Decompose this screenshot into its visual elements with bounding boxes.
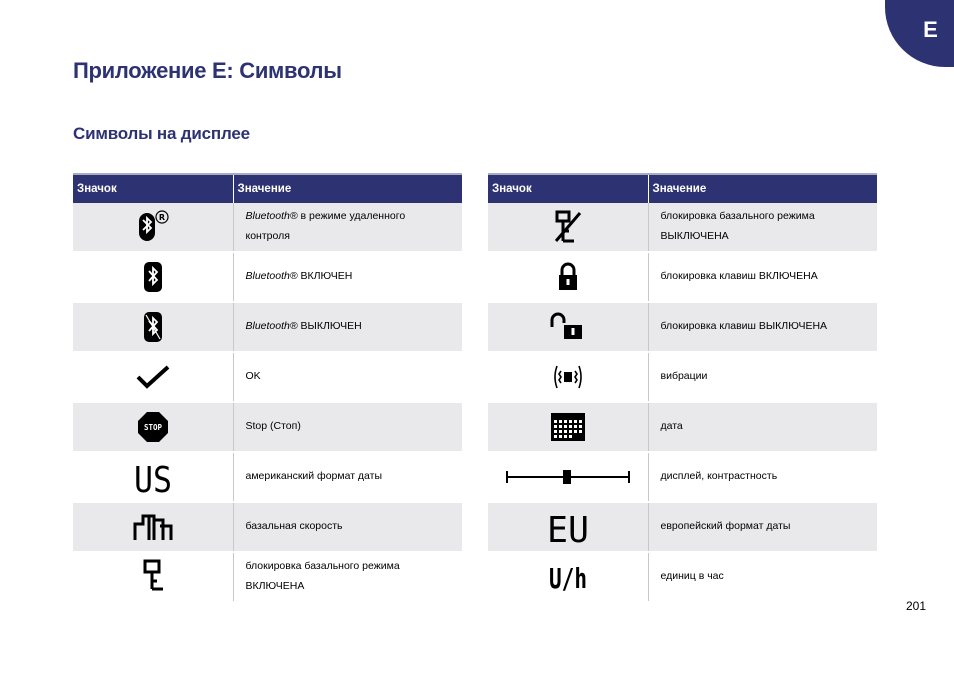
units-per-hour-icon bbox=[548, 562, 588, 595]
appendix-tab-letter: E bbox=[923, 16, 938, 42]
row-text: блокировка базального режима ВЫКЛЮЧЕНА bbox=[660, 210, 815, 242]
row-text: дата bbox=[660, 420, 683, 433]
row-text-em: Bluetooth® bbox=[245, 210, 298, 223]
us-icon-label: US bbox=[133, 460, 172, 501]
row-text: дисплей, контрастность bbox=[660, 470, 778, 483]
bluetooth-on-icon bbox=[141, 259, 165, 295]
table-row bbox=[488, 502, 877, 552]
row-text: блокировка клавиш ВКЛЮЧЕНА bbox=[660, 270, 818, 283]
svg-text:R: R bbox=[158, 213, 165, 222]
checkmark-icon bbox=[136, 365, 170, 389]
table-row bbox=[73, 302, 462, 352]
basal-lock-off-icon bbox=[552, 209, 584, 245]
eu-date-icon bbox=[546, 509, 590, 551]
stop-icon bbox=[137, 411, 169, 443]
page-title: Приложение E: Символы bbox=[73, 58, 342, 83]
row-text: базальная скорость bbox=[245, 520, 343, 533]
keylock-on-icon bbox=[557, 262, 579, 292]
row-text: европейский формат даты bbox=[660, 520, 791, 533]
us-date-icon bbox=[133, 459, 173, 501]
table-header bbox=[488, 174, 877, 203]
table-row bbox=[488, 552, 877, 602]
table-row bbox=[488, 402, 877, 452]
table-row bbox=[488, 203, 877, 252]
row-text: блокировка клавиш ВЫКЛЮЧЕНА bbox=[660, 320, 828, 333]
column-header-meaning: Значение bbox=[233, 174, 462, 203]
row-text-em: Bluetooth® bbox=[245, 270, 298, 283]
table-row bbox=[73, 552, 462, 602]
table-row bbox=[73, 352, 462, 402]
table-row bbox=[73, 502, 462, 552]
table-row bbox=[73, 402, 462, 452]
column-header-icon: Значок bbox=[73, 174, 233, 203]
table-row bbox=[488, 252, 877, 302]
column-header-icon: Значок bbox=[488, 174, 648, 203]
row-text: ВКЛЮЧЕН bbox=[297, 270, 353, 283]
row-text: ВЫКЛЮЧЕН bbox=[297, 320, 362, 333]
row-text: вибрации bbox=[660, 370, 708, 383]
symbols-table-right bbox=[488, 173, 877, 603]
page-number: 201 bbox=[906, 599, 927, 613]
table-row bbox=[488, 452, 877, 502]
contrast-slider-icon bbox=[505, 468, 631, 486]
vibration-icon bbox=[553, 362, 583, 392]
table-row bbox=[73, 252, 462, 302]
table-header bbox=[73, 174, 462, 203]
table-row bbox=[488, 302, 877, 352]
basal-lock-on-icon bbox=[141, 559, 165, 595]
keylock-off-icon bbox=[548, 313, 588, 341]
basal-rate-icon bbox=[133, 512, 173, 542]
calendar-icon bbox=[550, 412, 586, 442]
section-subtitle: Символы на дисплее bbox=[73, 124, 250, 143]
uh-icon-label: U/h bbox=[548, 562, 587, 595]
row-text: единиц в час bbox=[660, 570, 724, 583]
row-text: в режиме удаленного контроля bbox=[245, 210, 406, 242]
row-text: Stop (Стоп) bbox=[245, 420, 301, 433]
row-text: OK bbox=[245, 370, 261, 383]
bluetooth-remote-icon bbox=[130, 209, 176, 245]
symbols-table-left bbox=[73, 173, 462, 603]
row-text: блокировка базального режима ВКЛЮЧЕНА bbox=[245, 560, 400, 592]
table-row bbox=[488, 352, 877, 402]
column-header-meaning: Значение bbox=[648, 174, 877, 203]
table-row bbox=[73, 203, 462, 252]
table-row bbox=[73, 452, 462, 502]
eu-icon-label: EU bbox=[546, 510, 589, 551]
appendix-tab bbox=[885, 0, 954, 67]
row-text: американский формат даты bbox=[245, 470, 383, 483]
stop-icon-label: STOP bbox=[143, 423, 162, 432]
bluetooth-off-icon bbox=[141, 309, 165, 345]
row-text-em: Bluetooth® bbox=[245, 320, 298, 333]
